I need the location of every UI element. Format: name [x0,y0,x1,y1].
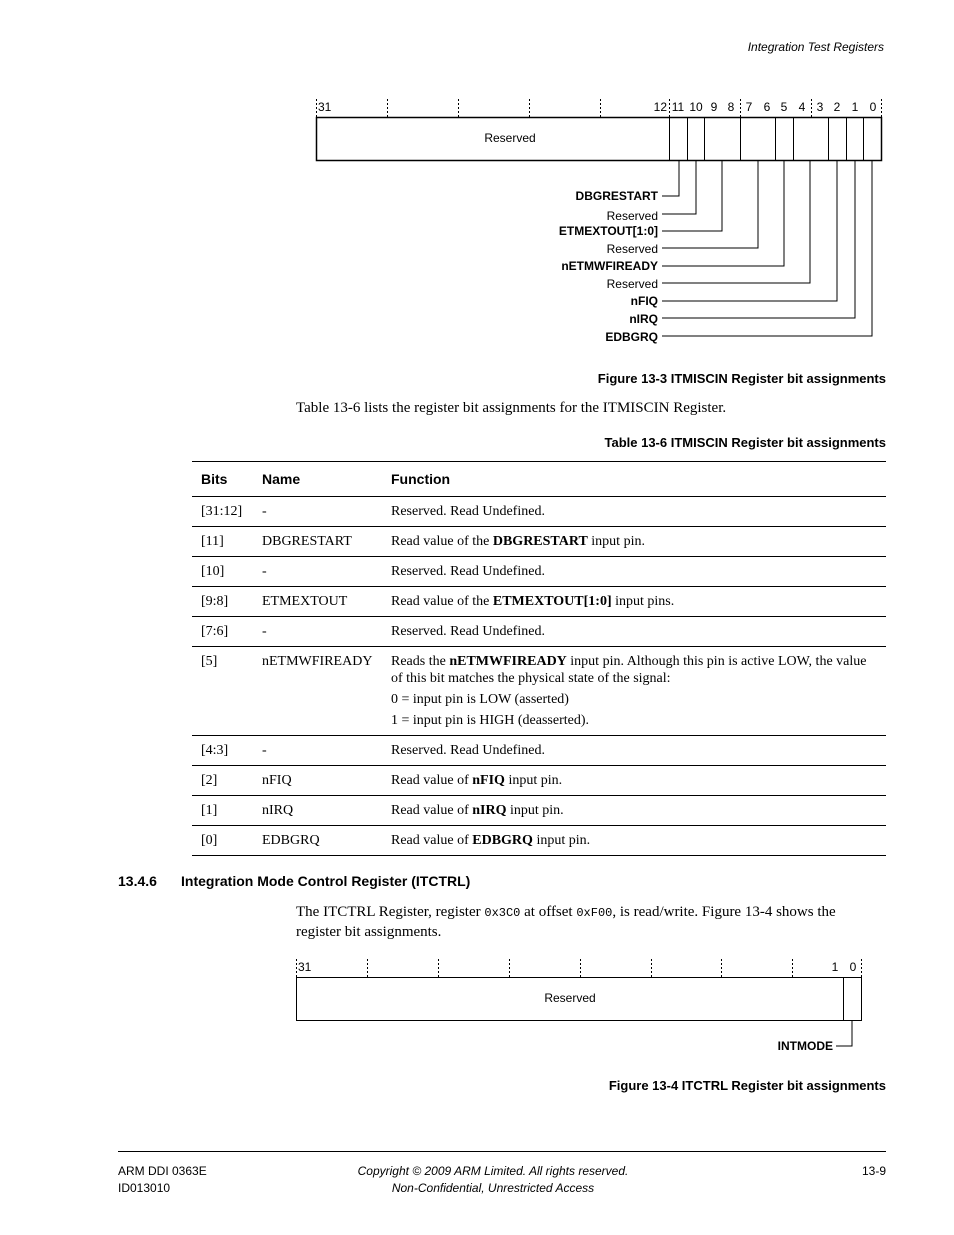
function-text [391,653,877,687]
signal-name: DBGRESTART [492,534,588,549]
field-label-intmode: INTMODE [777,1039,833,1053]
cell-bits: [5] [192,647,253,736]
cell-function [382,796,886,826]
bit-number: 3 [816,100,824,114]
function-text [391,832,877,849]
bit-number: 11 [671,100,685,114]
function-text [391,772,877,789]
cell-name: - [253,497,382,527]
text-run: The ITCTRL Register, register [296,904,485,920]
reserved-field-label: Reserved [484,131,536,145]
field-label-nirq: nIRQ [629,312,658,326]
cell-function [382,826,886,856]
bit-number: 31 [318,100,332,114]
table-row [192,587,886,617]
text-run: Reads the [391,654,450,669]
function-text [391,503,877,520]
cell-bits: [7:6] [192,617,253,647]
bit-number: 4 [798,100,806,114]
column-header-function: Function [382,462,886,497]
itmiscin-register-diagram [0,0,954,370]
reserved-field-label: Reserved [544,991,596,1005]
text-run: Read value of [391,833,473,848]
cell-bits: [2] [192,766,253,796]
bit-number: 8 [727,100,735,114]
bit-number: 7 [745,100,753,114]
cell-name: - [253,736,382,766]
table-row [192,647,886,736]
function-text [391,712,877,729]
text-run: input pin. [506,803,564,818]
text-run: Reserved. Read Undefined. [391,504,545,519]
function-text [391,563,877,580]
column-header-name: Name [253,462,382,497]
table-row [192,826,886,856]
section-number: 13.4.6 [118,873,157,889]
bit-number: 0 [869,100,877,114]
text-run: Reserved. Read Undefined. [391,743,545,758]
copyright-text: Copyright © 2009 ARM Limited. All rights reserved. [357,1164,629,1178]
text-run: 1 = input pin is HIGH (deasserted). [391,713,590,728]
text-run: input pin. [504,773,563,788]
register-code: 0x3C0 [484,906,521,920]
bit-number: 5 [780,100,788,114]
cell-function [382,736,886,766]
field-label-reserved: Reserved [606,277,658,291]
bit-number: 10 [689,100,703,114]
cell-name: nETMWFIREADY [253,647,382,736]
cell-name: ETMEXTOUT [253,587,382,617]
cell-function [382,527,886,557]
cell-function [382,587,886,617]
table-row [192,736,886,766]
table-caption: Table 13-6 ITMISCIN Register bit assignments [604,435,886,450]
cell-function [382,766,886,796]
table-row [192,766,886,796]
cell-bits: [11] [192,527,253,557]
text-run: input pin. Although this pin is active LOW, the value of this bit matches the physical state of the signal: [391,654,867,686]
intro-paragraph: Table 13-6 lists the register bit assignments for the ITMISCIN Register. [296,400,727,416]
text-run: input pins. [611,594,675,609]
function-text [391,691,877,708]
footer-divider [118,1151,886,1152]
signal-name: nETMWFIREADY [449,654,567,669]
field-label-netmwfiready: nETMWFIREADY [561,259,658,273]
signal-name: nFIQ [472,773,505,788]
function-text [391,802,877,819]
footer-doc-info [118,1163,207,1197]
section-title: Integration Mode Control Register (ITCTRL) [181,873,471,889]
text-run: input pin. [587,534,645,549]
doc-id: ARM DDI 0363E [118,1164,207,1178]
cell-name: DBGRESTART [253,527,382,557]
signal-name: ETMEXTOUT[1:0] [492,594,612,609]
offset-code: 0xF00 [576,906,613,920]
table-body [192,497,886,856]
text-run: at offset [520,904,577,920]
cell-bits: [10] [192,557,253,587]
itctrl-paragraph [296,903,876,942]
table-row [192,796,886,826]
itctrl-register-diagram [0,950,954,1060]
page-number: 13-9 [861,1164,886,1178]
text-run: Reserved. Read Undefined. [391,624,545,639]
bit-number: 12 [653,100,667,114]
footer-copyright [300,1163,686,1197]
cell-function [382,557,886,587]
function-text [391,623,877,640]
table-row [192,497,886,527]
function-text [391,593,877,610]
confidentiality-text: Non-Confidential, Unrestricted Access [391,1181,595,1195]
text-run: Read value of [391,773,473,788]
table-header-row [192,462,886,497]
field-label-edbgrq: EDBGRQ [605,330,658,344]
field-label-nfiq: nFIQ [630,294,658,308]
cell-function [382,647,886,736]
text-run: Read value of [391,803,473,818]
bit-number: 1 [831,960,839,974]
bit-number: 9 [710,100,718,114]
table-row [192,557,886,587]
signal-name: nIRQ [472,803,507,818]
itmiscin-bit-table [192,461,886,856]
bit-number: 2 [833,100,841,114]
cell-name: nFIQ [253,766,382,796]
bit-number: 31 [298,960,312,974]
bit-number: 6 [763,100,771,114]
text-run: Read value of the [391,534,493,549]
running-header: Integration Test Registers [747,40,884,54]
table-row [192,527,886,557]
text-run: , is read/write. Figure 13-4 shows the register bit assignments. [296,904,836,940]
cell-bits: [0] [192,826,253,856]
column-header-bits: Bits [192,462,253,497]
cell-bits: [31:12] [192,497,253,527]
text-run: input pin. [532,833,591,848]
cell-bits: [1] [192,796,253,826]
figure-caption: Figure 13-3 ITMISCIN Register bit assignments [597,371,886,386]
cell-name: - [253,557,382,587]
function-text [391,533,877,550]
text-run: Read value of the [391,594,493,609]
cell-name: nIRQ [253,796,382,826]
figure-caption: Figure 13-4 ITCTRL Register bit assignments [608,1078,886,1093]
cell-bits: [4:3] [192,736,253,766]
text-run: 0 = input pin is LOW (asserted) [391,692,569,707]
doc-revision: ID013010 [118,1181,171,1195]
signal-name: EDBGRQ [472,833,533,848]
field-label-reserved: Reserved [606,209,658,223]
cell-function [382,497,886,527]
bit-number: 0 [849,960,857,974]
text-run: Reserved. Read Undefined. [391,564,545,579]
bit-number: 1 [851,100,859,114]
field-label-reserved: Reserved [606,242,658,256]
cell-name: EDBGRQ [253,826,382,856]
function-text [391,742,877,759]
field-label-etmextout: ETMEXTOUT[1:0] [558,224,658,238]
cell-bits: [9:8] [192,587,253,617]
cell-function [382,617,886,647]
field-label-dbgrestart: DBGRESTART [575,189,658,203]
table-row [192,617,886,647]
cell-name: - [253,617,382,647]
